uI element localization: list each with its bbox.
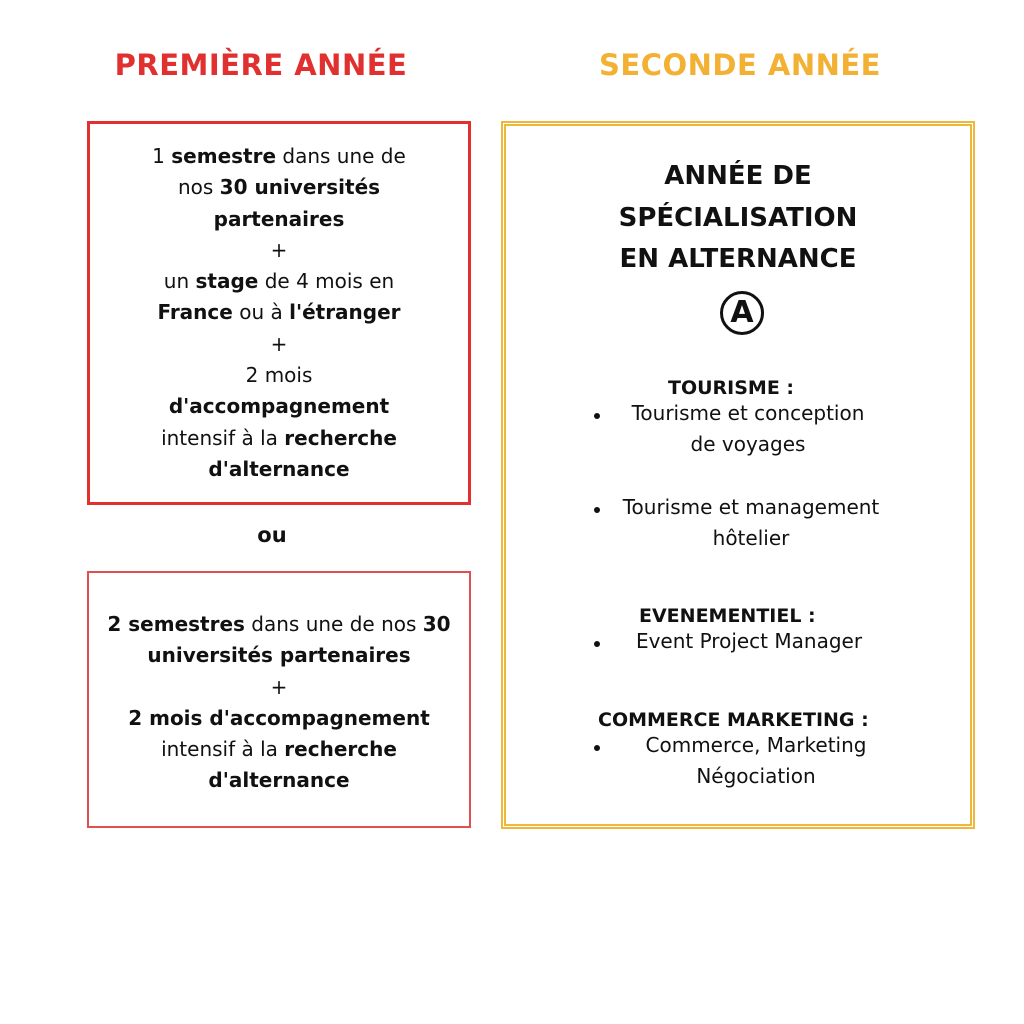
- first-year-option-2-box: [87, 571, 471, 828]
- text-line: [90, 391, 468, 422]
- text-line: [90, 329, 468, 360]
- text-run: 30: [422, 612, 451, 636]
- text-run: semestre: [171, 144, 277, 168]
- second-year-heading: SECONDE ANNÉE: [599, 48, 881, 82]
- first-year-option-1-box: [87, 121, 471, 505]
- first-year-heading: PREMIÈRE ANNÉE: [114, 48, 408, 82]
- text-run: d'alternance: [208, 768, 350, 793]
- text-run: un: [163, 269, 196, 294]
- text-run: 1: [152, 144, 172, 168]
- text-line: [89, 765, 469, 796]
- second-year-box: [501, 121, 975, 829]
- specialisation-title: [506, 156, 970, 281]
- text-run: nos: [177, 175, 220, 200]
- commerce-item-marketing: Commerce, Marketing Négociation: [645, 733, 867, 789]
- text-run: 2: [107, 612, 129, 636]
- text-line: [90, 266, 468, 297]
- or-separator: ou: [257, 523, 287, 547]
- text-run: dans une de nos: [244, 612, 423, 636]
- title-line: EN ALTERNANCE: [619, 244, 857, 274]
- text-line: [89, 734, 469, 765]
- text-run: l'étranger: [289, 300, 401, 325]
- text-line: [90, 454, 468, 485]
- text-line: [90, 141, 468, 172]
- text-run: intensif à la: [161, 425, 285, 450]
- bullet-icon: [594, 745, 600, 751]
- text-line: [90, 204, 468, 235]
- tourisme-item-conception: Tourisme et conception de voyages: [631, 401, 865, 457]
- text-run: +: [270, 331, 288, 356]
- title-line: ANNÉE DE: [664, 161, 812, 191]
- text-line: [90, 235, 468, 266]
- text-run: semestres: [128, 612, 245, 636]
- bullet-icon: [594, 413, 600, 419]
- text-run: d'alternance: [208, 456, 350, 481]
- text-run: partenaires: [213, 206, 345, 231]
- evenementiel-item-event: Event Project Manager: [635, 629, 863, 653]
- text-run: France: [157, 300, 233, 325]
- text-line: [89, 703, 469, 734]
- text-run: universités partenaires: [147, 643, 411, 668]
- text-line: [89, 672, 469, 703]
- tourisme-item-management: Tourisme et management hôtelier: [622, 495, 880, 551]
- text-line: [90, 360, 468, 391]
- text-run: stage: [195, 269, 259, 294]
- text-line: [89, 640, 469, 671]
- alternance-logo-icon: A: [720, 291, 764, 335]
- text-run: intensif à la: [161, 737, 285, 762]
- text-run: recherche: [284, 425, 397, 450]
- text-run: 30 universités: [219, 175, 381, 200]
- text-run: d'accompagnement: [168, 394, 390, 419]
- text-run: +: [270, 674, 288, 699]
- text-line: [89, 609, 469, 640]
- text-run: ou à: [232, 300, 290, 325]
- text-line: [90, 423, 468, 454]
- evenementiel-label: EVENEMENTIEL :: [639, 605, 816, 627]
- tourisme-label: TOURISME :: [668, 377, 795, 399]
- text-run: 2 mois d'accompagnement: [128, 705, 430, 730]
- text-run: de 4 mois en: [258, 269, 395, 294]
- text-line: [90, 172, 468, 203]
- text-line: [90, 297, 468, 328]
- commerce-label: COMMERCE MARKETING :: [598, 709, 869, 731]
- bullet-icon: [594, 507, 600, 513]
- text-run: +: [270, 237, 288, 262]
- text-run: recherche: [284, 737, 397, 762]
- text-run: dans une de: [276, 144, 406, 168]
- title-line: SPÉCIALISATION: [618, 202, 858, 233]
- bullet-icon: [594, 641, 600, 647]
- text-run: 2 mois: [245, 363, 313, 388]
